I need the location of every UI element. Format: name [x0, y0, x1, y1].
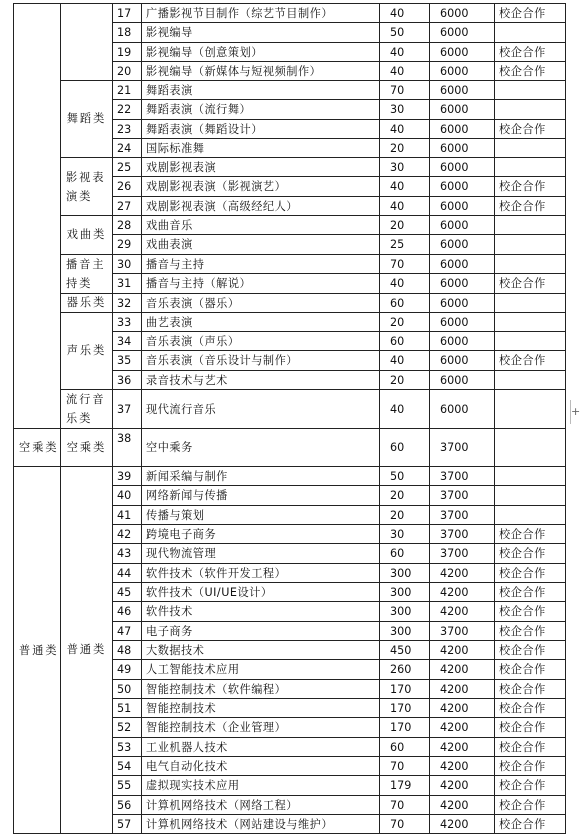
major-name: 国际标准舞 [142, 139, 380, 158]
tuition-fee: 6000 [430, 177, 495, 197]
row-number: 41 [113, 506, 142, 525]
tuition-fee: 3700 [430, 525, 495, 544]
row-number: 23 [113, 120, 142, 139]
row-number: 24 [113, 139, 142, 158]
table-row [14, 158, 566, 177]
major-name: 影视编导 [142, 23, 380, 43]
table-row [14, 467, 566, 486]
major-name: 计算机网络技术（网络工程） [142, 796, 380, 815]
table-row [14, 313, 566, 332]
table-resize-handle-icon[interactable]: + [570, 400, 578, 424]
major-name: 网络新闻与传播 [142, 486, 380, 506]
remark: 校企合作 [495, 776, 566, 796]
tuition-fee: 4200 [430, 602, 495, 622]
major-name: 影视编导（创意策划） [142, 43, 380, 62]
remark: 校企合作 [495, 120, 566, 139]
row-number: 26 [113, 177, 142, 197]
major-name: 工业机器人技术 [142, 738, 380, 757]
sub-category-flight-attendant: 空乘类 [61, 429, 113, 467]
tuition-fee: 4200 [430, 757, 495, 776]
tuition-fee: 6000 [430, 23, 495, 43]
plan-count: 20 [380, 371, 430, 390]
major-name: 戏剧影视表演（高级经纪人） [142, 197, 380, 216]
remark: 校企合作 [495, 757, 566, 776]
row-number: 53 [113, 738, 142, 757]
row-number: 40 [113, 486, 142, 506]
remark: 校企合作 [495, 699, 566, 718]
remark: 校企合作 [495, 583, 566, 602]
major-name: 录音技术与艺术 [142, 371, 380, 390]
tuition-fee: 6000 [430, 100, 495, 120]
broad-category-flight-attendant: 空乘类 [14, 429, 61, 467]
plan-count: 450 [380, 641, 430, 660]
remark: 校企合作 [495, 718, 566, 738]
plan-count: 60 [380, 738, 430, 757]
plan-count: 20 [380, 506, 430, 525]
row-number: 39 [113, 467, 142, 486]
row-number: 52 [113, 718, 142, 738]
major-name: 戏曲音乐 [142, 216, 380, 235]
plan-count: 20 [380, 313, 430, 332]
table-row [14, 390, 566, 429]
major-name: 智能控制技术（企业管理） [142, 718, 380, 738]
row-number: 27 [113, 197, 142, 216]
major-name: 智能控制技术 [142, 699, 380, 718]
plan-count: 20 [380, 139, 430, 158]
plan-count: 70 [380, 757, 430, 776]
tuition-fee: 3700 [430, 544, 495, 564]
major-name: 播音与主持（解说） [142, 274, 380, 294]
tuition-fee: 6000 [430, 390, 495, 429]
major-name: 智能控制技术（软件编程） [142, 680, 380, 699]
plan-count: 70 [380, 81, 430, 100]
major-name: 曲艺表演 [142, 313, 380, 332]
plan-count: 20 [380, 216, 430, 235]
remark [495, 235, 566, 255]
row-number: 50 [113, 680, 142, 699]
major-name: 电子商务 [142, 622, 380, 641]
remark [495, 371, 566, 390]
remark [495, 467, 566, 486]
remark [495, 429, 566, 467]
enrollment-plan-table [13, 3, 566, 834]
remark: 校企合作 [495, 738, 566, 757]
row-number: 43 [113, 544, 142, 564]
plan-count: 40 [380, 62, 430, 81]
plan-count: 40 [380, 177, 430, 197]
major-name: 舞蹈表演（舞蹈设计） [142, 120, 380, 139]
remark: 校企合作 [495, 544, 566, 564]
plan-count: 25 [380, 235, 430, 255]
remark: 校企合作 [495, 815, 566, 834]
plan-count: 300 [380, 622, 430, 641]
remark [495, 255, 566, 274]
row-number: 49 [113, 660, 142, 680]
remark: 校企合作 [495, 660, 566, 680]
row-number: 56 [113, 796, 142, 815]
row-number: 17 [113, 4, 142, 23]
row-number: 34 [113, 332, 142, 351]
major-name: 新闻采编与制作 [142, 467, 380, 486]
plan-count: 20 [380, 486, 430, 506]
row-number: 55 [113, 776, 142, 796]
row-number: 37 [113, 390, 142, 429]
table-row [14, 216, 566, 235]
row-number: 31 [113, 274, 142, 294]
plan-count: 40 [380, 390, 430, 429]
remark: 校企合作 [495, 62, 566, 81]
table-row [14, 4, 566, 23]
plan-count: 50 [380, 467, 430, 486]
major-name: 空中乘务 [142, 429, 380, 467]
row-number: 21 [113, 81, 142, 100]
tuition-fee: 4200 [430, 641, 495, 660]
major-name: 舞蹈表演（流行舞） [142, 100, 380, 120]
remark: 校企合作 [495, 197, 566, 216]
remark [495, 216, 566, 235]
remark [495, 23, 566, 43]
tuition-fee: 4200 [430, 815, 495, 834]
tuition-fee: 3700 [430, 622, 495, 641]
tuition-fee: 3700 [430, 486, 495, 506]
tuition-fee: 6000 [430, 62, 495, 81]
major-name: 大数据技术 [142, 641, 380, 660]
sub-category-film-acting: 影视表演类 [61, 158, 113, 216]
row-number: 46 [113, 602, 142, 622]
plan-count: 40 [380, 351, 430, 371]
plan-count: 60 [380, 332, 430, 351]
tuition-fee: 3700 [430, 429, 495, 467]
plan-count: 30 [380, 158, 430, 177]
tuition-fee: 6000 [430, 294, 495, 313]
tuition-fee: 4200 [430, 583, 495, 602]
row-number: 30 [113, 255, 142, 274]
plan-count: 170 [380, 718, 430, 738]
tuition-fee: 6000 [430, 43, 495, 62]
tuition-fee: 4200 [430, 680, 495, 699]
sub-category-pop-music: 流行音乐类 [61, 390, 113, 429]
plan-count: 300 [380, 583, 430, 602]
tuition-fee: 6000 [430, 197, 495, 216]
plan-count: 30 [380, 100, 430, 120]
plan-count: 50 [380, 23, 430, 43]
tuition-fee: 4200 [430, 718, 495, 738]
row-number: 35 [113, 351, 142, 371]
sub-category-broadcasting: 播音主持类 [61, 255, 113, 294]
major-name: 现代流行音乐 [142, 390, 380, 429]
major-name: 跨境电子商务 [142, 525, 380, 544]
plan-count: 30 [380, 525, 430, 544]
remark: 校企合作 [495, 564, 566, 583]
major-name: 音乐表演（器乐） [142, 294, 380, 313]
major-name: 影视编导（新媒体与短视频制作） [142, 62, 380, 81]
row-number: 48 [113, 641, 142, 660]
row-number: 25 [113, 158, 142, 177]
remark: 校企合作 [495, 177, 566, 197]
sub-category-instrumental: 器乐类 [61, 294, 113, 313]
plan-count: 40 [380, 4, 430, 23]
plan-count: 70 [380, 255, 430, 274]
plan-count: 40 [380, 43, 430, 62]
remark [495, 158, 566, 177]
row-number: 36 [113, 371, 142, 390]
row-number: 29 [113, 235, 142, 255]
row-number: 44 [113, 564, 142, 583]
table-row [14, 255, 566, 274]
row-number: 47 [113, 622, 142, 641]
sub-category-general: 普通类 [61, 467, 113, 834]
tuition-fee: 6000 [430, 313, 495, 332]
row-number: 20 [113, 62, 142, 81]
tuition-fee: 4200 [430, 796, 495, 815]
tuition-fee: 6000 [430, 158, 495, 177]
row-number: 32 [113, 294, 142, 313]
remark [495, 139, 566, 158]
tuition-fee: 6000 [430, 351, 495, 371]
plan-count: 40 [380, 120, 430, 139]
tuition-fee: 6000 [430, 120, 495, 139]
row-number: 28 [113, 216, 142, 235]
table-row [14, 81, 566, 100]
tuition-fee: 4200 [430, 776, 495, 796]
major-name: 戏剧影视表演 [142, 158, 380, 177]
major-name: 音乐表演（音乐设计与制作） [142, 351, 380, 371]
tuition-fee: 6000 [430, 371, 495, 390]
remark: 校企合作 [495, 274, 566, 294]
table-row [14, 429, 566, 467]
major-name: 传播与策划 [142, 506, 380, 525]
row-number: 38 [113, 429, 142, 467]
major-name: 软件技术（软件开发工程） [142, 564, 380, 583]
remark [495, 486, 566, 506]
sub-category-opera: 戏曲类 [61, 216, 113, 255]
remark [495, 100, 566, 120]
major-name: 广播影视节目制作（综艺节目制作） [142, 4, 380, 23]
major-name: 软件技术（UI/UE设计） [142, 583, 380, 602]
sub-category-cell [61, 4, 113, 81]
broad-category-cell [14, 4, 61, 429]
major-name: 舞蹈表演 [142, 81, 380, 100]
tuition-fee: 4200 [430, 660, 495, 680]
major-name: 播音与主持 [142, 255, 380, 274]
remark: 校企合作 [495, 351, 566, 371]
tuition-fee: 6000 [430, 216, 495, 235]
tuition-fee: 4200 [430, 564, 495, 583]
broad-category-general: 普通类 [14, 467, 61, 834]
plan-count: 70 [380, 796, 430, 815]
plan-count: 40 [380, 274, 430, 294]
major-name: 戏剧影视表演（影视演艺） [142, 177, 380, 197]
sub-category-dance: 舞蹈类 [61, 81, 113, 158]
row-number: 19 [113, 43, 142, 62]
plan-count: 170 [380, 680, 430, 699]
row-number: 51 [113, 699, 142, 718]
major-name: 虚拟现实技术应用 [142, 776, 380, 796]
tuition-fee: 3700 [430, 467, 495, 486]
tuition-fee: 6000 [430, 139, 495, 158]
row-number: 42 [113, 525, 142, 544]
plan-count: 260 [380, 660, 430, 680]
tuition-fee: 6000 [430, 274, 495, 294]
remark: 校企合作 [495, 622, 566, 641]
tuition-fee: 6000 [430, 4, 495, 23]
sub-category-vocal: 声乐类 [61, 313, 113, 390]
tuition-fee: 6000 [430, 235, 495, 255]
remark: 校企合作 [495, 525, 566, 544]
plan-count: 40 [380, 197, 430, 216]
plan-count: 60 [380, 294, 430, 313]
major-name: 计算机网络技术（网站建设与维护） [142, 815, 380, 834]
table-row [14, 294, 566, 313]
plan-count: 170 [380, 699, 430, 718]
major-name: 电气自动化技术 [142, 757, 380, 776]
tuition-fee: 4200 [430, 699, 495, 718]
tuition-fee: 3700 [430, 506, 495, 525]
major-name: 现代物流管理 [142, 544, 380, 564]
remark [495, 332, 566, 351]
remark: 校企合作 [495, 602, 566, 622]
tuition-fee: 6000 [430, 255, 495, 274]
major-name: 人工智能技术应用 [142, 660, 380, 680]
row-number: 22 [113, 100, 142, 120]
major-name: 软件技术 [142, 602, 380, 622]
major-name: 音乐表演（声乐） [142, 332, 380, 351]
plan-count: 60 [380, 544, 430, 564]
remark: 校企合作 [495, 796, 566, 815]
remark [495, 313, 566, 332]
plan-count: 300 [380, 564, 430, 583]
row-number: 54 [113, 757, 142, 776]
row-number: 45 [113, 583, 142, 602]
remark [495, 390, 566, 429]
remark [495, 81, 566, 100]
remark: 校企合作 [495, 43, 566, 62]
row-number: 33 [113, 313, 142, 332]
tuition-fee: 6000 [430, 332, 495, 351]
remark: 校企合作 [495, 641, 566, 660]
tuition-fee: 6000 [430, 81, 495, 100]
tuition-fee: 4200 [430, 738, 495, 757]
plan-count: 70 [380, 815, 430, 834]
row-number: 57 [113, 815, 142, 834]
remark: 校企合作 [495, 4, 566, 23]
major-name: 戏曲表演 [142, 235, 380, 255]
plan-count: 179 [380, 776, 430, 796]
plan-count: 60 [380, 429, 430, 467]
remark [495, 294, 566, 313]
plan-count: 300 [380, 602, 430, 622]
remark: 校企合作 [495, 680, 566, 699]
remark [495, 506, 566, 525]
row-number: 18 [113, 23, 142, 43]
